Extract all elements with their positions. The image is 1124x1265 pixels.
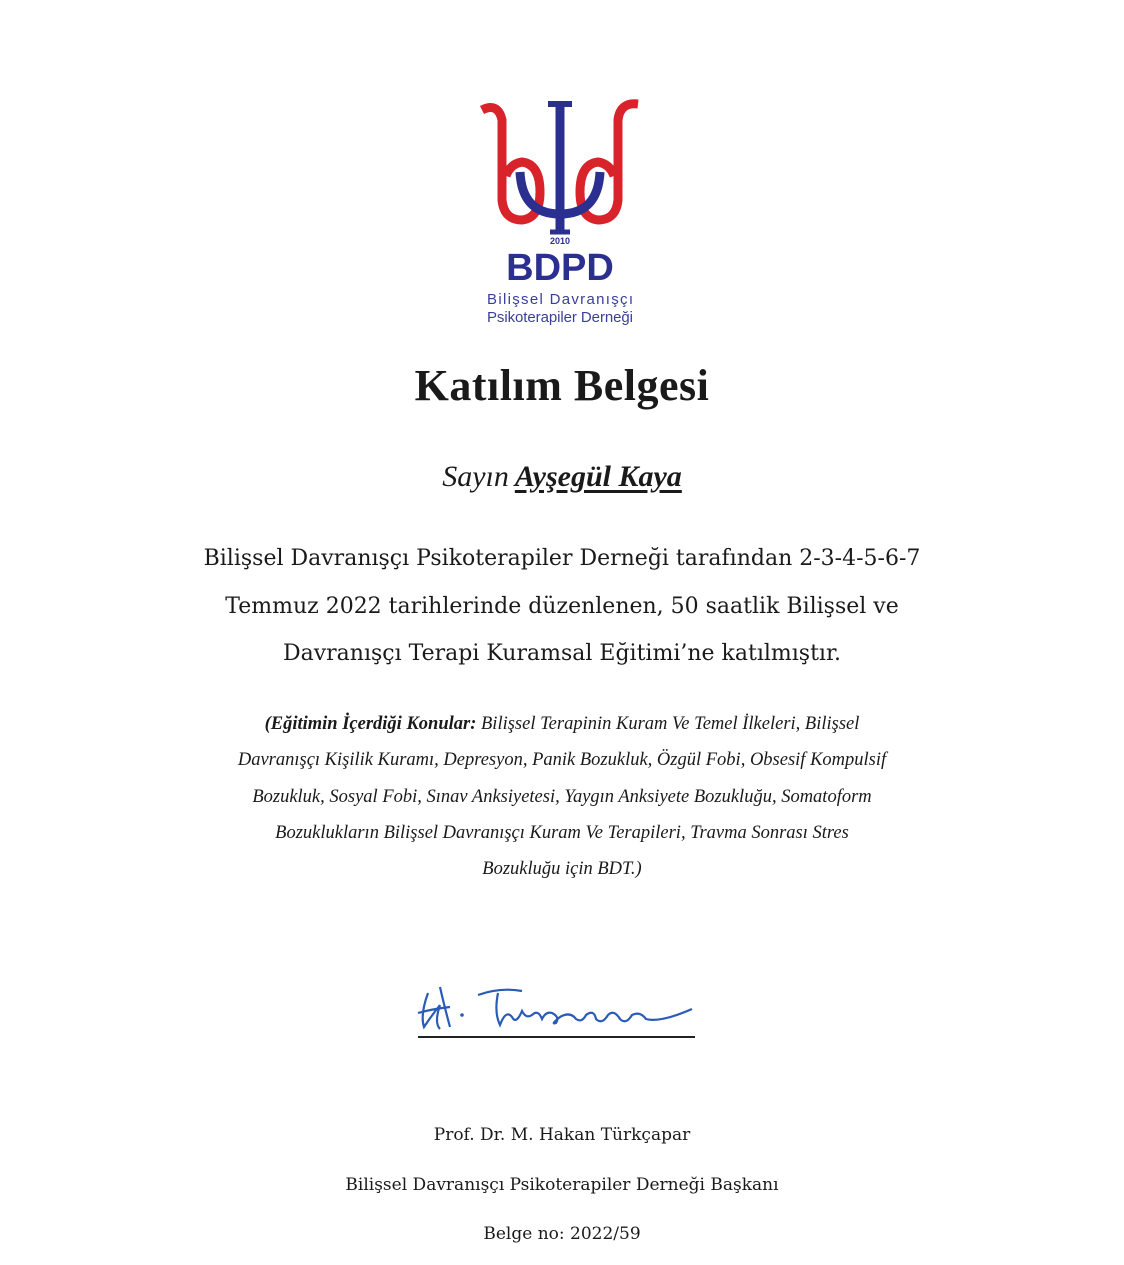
logo-year: 2010 [549,236,571,246]
salutation: Sayın [442,460,509,493]
salutation-line [0,460,1124,494]
topics-label: (Eğitimin İçerdiği Konular: [264,714,477,734]
certificate-title: Katılım Belgesi [414,361,710,410]
topics-line: Bozuklukların Bilişsel Davranışçı Kuram Ve Terapileri, Travma Sonrası Stres [275,822,849,843]
signatory-role: Bilişsel Davranışçı Psikoterapiler Derneği Başkanı [345,1175,779,1195]
bdpd-logo [470,92,650,328]
recipient-name: Ayşegül Kaya [514,460,682,493]
logo-line-1: Bilişsel Davranışçı [487,291,633,308]
logo-acronym: BDPD [506,247,614,289]
logo-line-2: Psikoterapiler Derneği [487,309,633,326]
topics-line: Bozukluk, Sosyal Fobi, Sınav Anksiyetesi, Yaygın Anksiyete Bozukluğu, Somatoform [252,786,872,807]
body-line: Temmuz 2022 tarihlerinde düzenlenen, 50 saatlik Bilişsel ve [225,593,899,619]
signatory-name: Prof. Dr. M. Hakan Türkçapar [433,1125,691,1145]
topics-line: Davranışçı Kişilik Kuramı, Depresyon, Panik Bozukluk, Özgül Fobi, Obsesif Kompulsif [237,750,887,771]
topics-line: Bilişsel Terapinin Kuram Ve Temel İlkeleri, Bilişsel [481,714,860,734]
handwritten-signature [410,965,710,1035]
topics-block [0,706,1124,887]
document-number: Belge no: 2022/59 [483,1224,641,1244]
certificate-body [0,535,1124,678]
body-line: Bilişsel Davranışçı Psikoterapiler Derneği tarafından 2-3-4-5-6-7 [203,546,921,571]
topics-line: Bozukluğu için BDT.) [482,859,642,880]
body-line: Davranışçı Terapi Kuramsal Eğitimi’ne katılmıştır. [282,641,842,666]
signature-line [418,1036,695,1038]
psi-bd-emblem-icon [482,104,638,232]
